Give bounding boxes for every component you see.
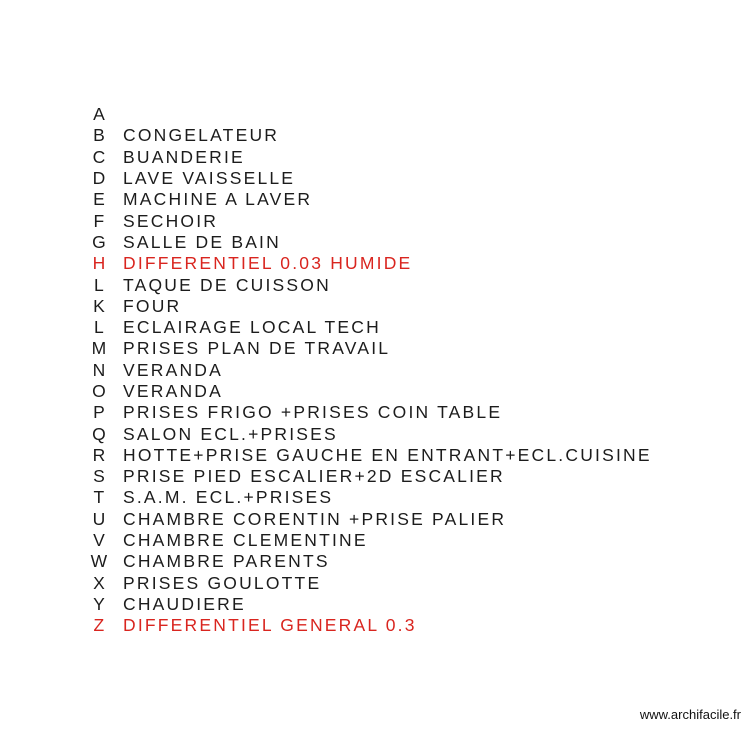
legend-row — [88, 104, 652, 125]
circuit-label: ECLAIRAGE LOCAL TECH — [123, 317, 381, 338]
legend-row — [88, 296, 652, 317]
circuit-label: CHAMBRE CLEMENTINE — [123, 530, 368, 551]
circuit-label: TAQUE DE CUISSON — [123, 274, 331, 295]
legend-row — [88, 530, 652, 551]
legend-row — [88, 232, 652, 253]
circuit-label: SECHOIR — [123, 210, 219, 231]
circuit-letter: D — [92, 168, 108, 189]
circuit-letter: W — [90, 551, 110, 572]
circuit-letter: L — [94, 317, 106, 338]
legend-row — [88, 423, 652, 444]
legend-row — [88, 594, 652, 615]
circuit-letter: F — [93, 210, 107, 231]
circuit-label: FOUR — [123, 295, 182, 316]
circuit-letter: N — [92, 359, 108, 380]
legend-row — [88, 573, 652, 594]
circuit-label: PRISES GOULOTTE — [123, 572, 322, 593]
legend-row — [88, 615, 652, 636]
legend-row — [88, 168, 652, 189]
circuit-letter: E — [93, 189, 107, 210]
circuit-letter: G — [92, 231, 108, 252]
circuit-label: DIFFERENTIEL 0.03 HUMIDE — [123, 253, 413, 274]
circuit-letter: Z — [93, 615, 107, 636]
circuit-label: PRISES PLAN DE TRAVAIL — [123, 338, 391, 359]
circuit-letter: M — [91, 338, 109, 359]
circuit-letter: B — [93, 125, 107, 146]
legend-row — [88, 445, 652, 466]
legend-row — [88, 466, 652, 487]
circuit-letter: R — [92, 444, 108, 465]
circuit-letter: K — [93, 295, 107, 316]
circuit-label: PRISE PIED ESCALIER+2D ESCALIER — [123, 466, 505, 487]
circuit-label: CHAMBRE CORENTIN +PRISE PALIER — [123, 508, 507, 529]
legend-row — [88, 402, 652, 423]
circuit-label: VERANDA — [123, 359, 224, 380]
circuit-letter: A — [93, 104, 107, 125]
circuit-label: SALON ECL.+PRISES — [123, 423, 338, 444]
circuit-label: LAVE VAISSELLE — [123, 168, 296, 189]
circuit-letter: O — [92, 381, 108, 401]
circuit-label: CHAMBRE PARENTS — [123, 551, 330, 572]
circuit-label: CONGELATEUR — [123, 125, 280, 146]
watermark-url: www.archifacile.fr — [639, 707, 741, 722]
circuit-letter: T — [93, 487, 107, 508]
circuit-letter: L — [94, 274, 106, 295]
legend-row — [88, 381, 652, 402]
legend-row — [88, 125, 652, 146]
circuit-label: DIFFERENTIEL GENERAL 0.3 — [123, 615, 417, 636]
circuit-label: PRISES FRIGO +PRISES COIN TABLE — [123, 402, 503, 423]
legend-row — [88, 210, 652, 231]
legend-row — [88, 551, 652, 572]
legend-row — [88, 509, 652, 530]
circuit-label: HOTTE+PRISE GAUCHE EN ENTRANT+ECL.CUISINE — [123, 444, 652, 465]
circuit-letter: X — [93, 572, 107, 593]
legend-row — [88, 253, 652, 274]
circuit-letter: C — [92, 146, 108, 167]
circuit-label: SALLE DE BAIN — [123, 231, 281, 252]
legend-row — [88, 487, 652, 508]
circuit-label: CHAUDIERE — [123, 593, 246, 614]
circuit-letter: Q — [92, 423, 108, 444]
legend-row — [88, 189, 652, 210]
circuit-label: VERANDA — [123, 381, 224, 401]
circuit-letter: V — [93, 530, 107, 551]
legend-row — [88, 317, 652, 338]
circuit-label: MACHINE A LAVER — [123, 189, 313, 210]
legend-row — [88, 274, 652, 295]
circuit-letter: S — [93, 466, 107, 487]
circuit-letter: P — [93, 402, 107, 423]
circuit-letter: Y — [93, 593, 107, 614]
circuit-legend-list — [88, 104, 652, 636]
legend-row — [88, 360, 652, 381]
circuit-letter: H — [92, 253, 108, 274]
circuit-label: BUANDERIE — [123, 146, 245, 167]
circuit-letter: U — [92, 508, 108, 529]
circuit-label: S.A.M. ECL.+PRISES — [123, 487, 334, 508]
legend-row — [88, 147, 652, 168]
legend-row — [88, 338, 652, 359]
